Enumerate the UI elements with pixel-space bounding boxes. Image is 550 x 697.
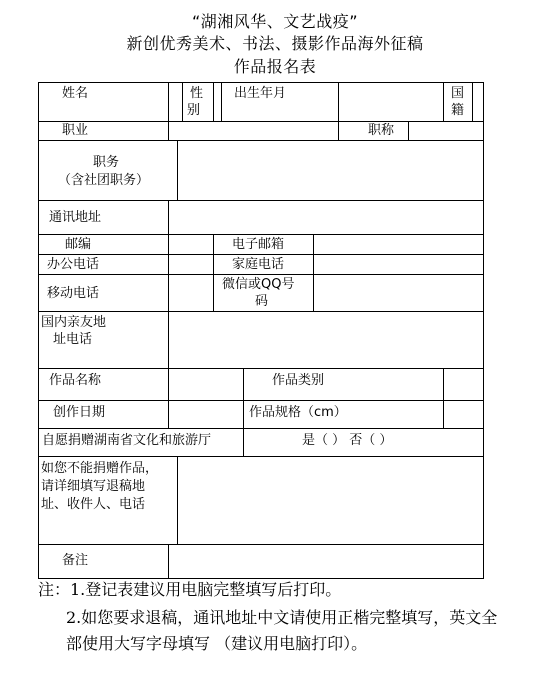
label-gender-1: 性 (190, 86, 204, 101)
label-email: 电子邮箱 (232, 237, 285, 252)
table-rule (213, 234, 214, 312)
note-1: 注：1.登记表建议用电脑完整填写后打印。 (38, 580, 342, 599)
label-office-phone: 办公电话 (47, 257, 100, 272)
note-2: 2.如您要求退稿，通讯地址中文请使用正楷完整填写，英文全部使用大写字母填写 （建议用电脑打印）。 (66, 608, 498, 653)
table-rule (168, 544, 169, 579)
label-wechat-1: 微信或QQ号 (222, 277, 295, 292)
table-rule (168, 234, 169, 312)
table-rule (168, 200, 169, 235)
label-remark: 备注 (62, 553, 89, 568)
table-rule (443, 368, 444, 429)
label-postcode: 邮编 (65, 237, 92, 252)
table-rule (177, 456, 178, 545)
table-rule (243, 428, 244, 457)
label-position-2: （含社团职务） (58, 173, 150, 188)
table-rule (38, 428, 484, 429)
table-rule (38, 274, 484, 275)
table-rule (472, 82, 473, 122)
label-title-rank: 职称 (368, 123, 395, 138)
label-donate: 自愿捐赠湖南省文化和旅游厅 (42, 433, 212, 448)
table-rule (38, 456, 484, 457)
table-rule (221, 82, 222, 122)
table-rule (38, 544, 484, 545)
table-rule (408, 121, 409, 141)
table-border-right (483, 82, 484, 579)
label-nationality-1: 国 (451, 86, 465, 101)
label-gender-2: 别 (187, 103, 201, 118)
table-rule (38, 311, 484, 312)
table-rule (168, 82, 169, 141)
label-home-phone: 家庭电话 (232, 257, 285, 272)
table-rule (38, 140, 484, 141)
table-rule (313, 234, 314, 312)
table-rule (38, 368, 484, 369)
table-rule (338, 82, 339, 141)
label-work-size: 作品规格（cm） (249, 405, 347, 420)
label-wechat-2: 码 (255, 294, 269, 309)
label-position-1: 职务 (93, 155, 120, 170)
form-title-line2: 新创优秀美术、书法、摄影作品海外征稿 (126, 34, 424, 53)
table-rule (38, 234, 484, 235)
donate-options: 是（ ） 否（ ） (302, 433, 393, 448)
label-create-date: 创作日期 (53, 405, 106, 420)
table-rule (243, 368, 244, 429)
label-domestic-2: 址电话 (53, 332, 93, 347)
label-domestic-1: 国内亲友地 (41, 315, 107, 330)
table-rule (38, 121, 484, 122)
label-return-1: 如您不能捐赠作品， (41, 461, 159, 476)
label-work-name: 作品名称 (49, 373, 102, 388)
label-occupation: 职业 (62, 123, 89, 138)
table-rule (443, 82, 444, 122)
table-rule (38, 200, 484, 201)
table-rule (38, 400, 484, 401)
label-return-3: 址、收件人、电话 (41, 497, 146, 512)
label-address: 通讯地址 (49, 210, 102, 225)
label-nationality-2: 籍 (451, 103, 465, 118)
form-title-line3: 作品报名表 (233, 57, 317, 76)
label-work-type: 作品类别 (272, 373, 325, 388)
label-mobile: 移动电话 (47, 286, 100, 301)
table-rule (213, 82, 214, 122)
table-rule (168, 368, 169, 429)
table-rule (177, 140, 178, 201)
label-birth: 出生年月 (234, 86, 287, 101)
label-return-2: 请详细填写退稿地 (41, 479, 146, 494)
table-rule (182, 82, 183, 122)
form-title-line1: “湖湘风华、文艺战疫” (191, 12, 359, 31)
table-border-top (38, 82, 484, 83)
table-border-left (38, 82, 39, 579)
table-rule (38, 254, 484, 255)
label-name: 姓名 (62, 86, 89, 101)
table-rule (168, 311, 169, 369)
